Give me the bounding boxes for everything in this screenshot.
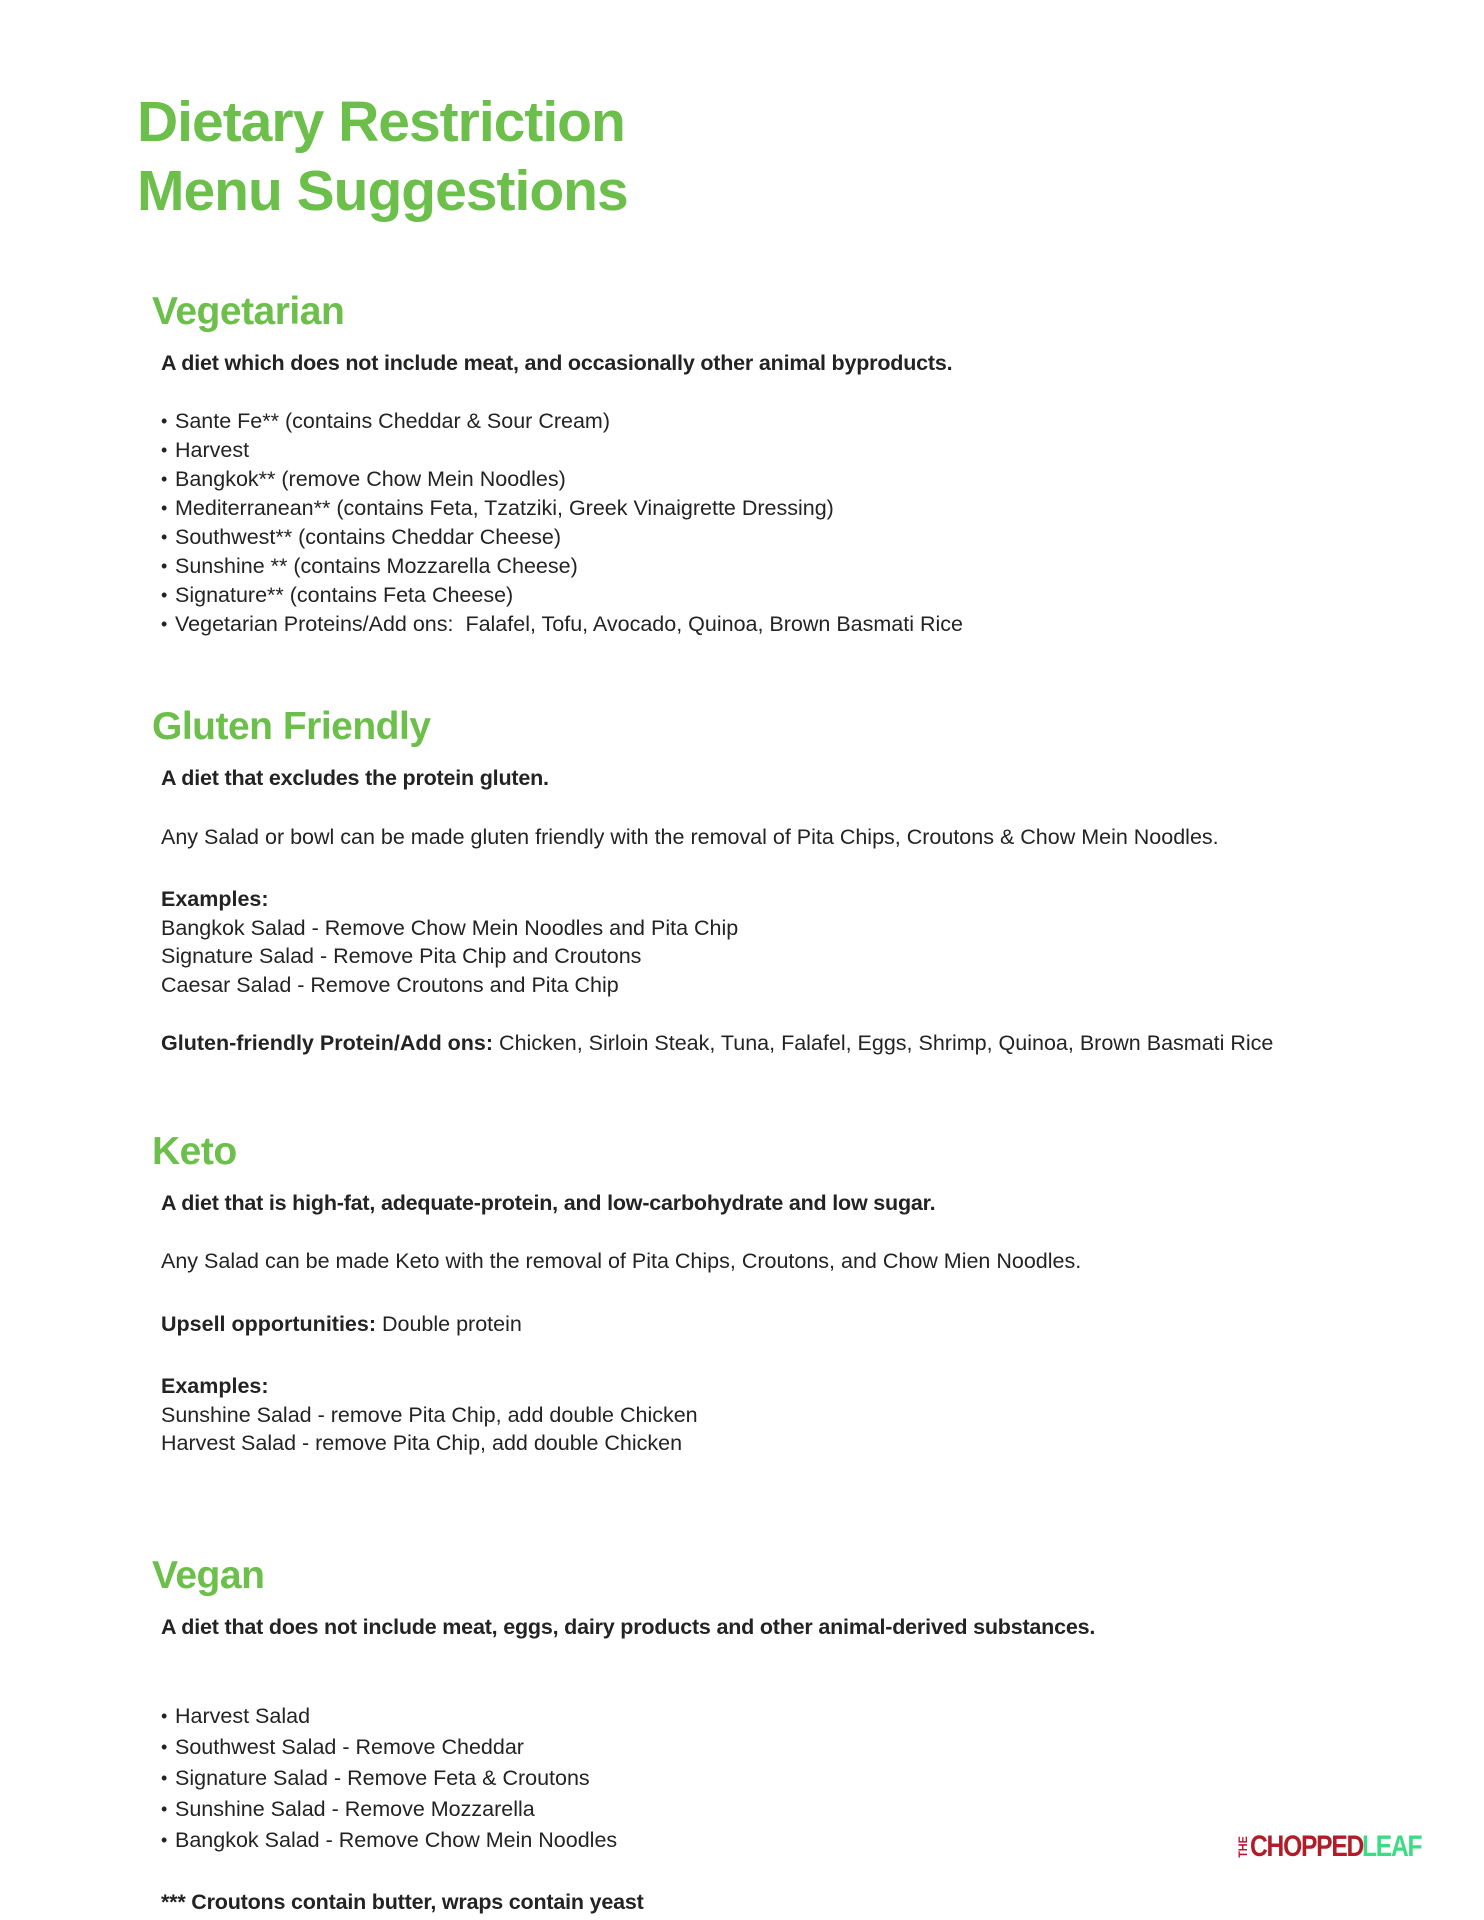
keto-heading: Keto (152, 1129, 237, 1173)
page-title-line1: Dietary Restriction (137, 90, 625, 154)
document-content (137, 88, 1404, 1917)
keto-paragraph: Any Salad can be made Keto with the removal of Pita Chips, Croutons, and Chow Mien Noodles. (161, 1249, 1082, 1274)
list-item: • Harvest Salad (161, 1701, 1404, 1732)
list-item: • Bangkok** (remove Chow Mein Noodles) (161, 465, 1404, 494)
logo-the-text: THE (1236, 1836, 1250, 1858)
list-item: • Mediterranean** (contains Feta, Tzatziki, Greek Vinaigrette Dressing) (161, 494, 1404, 523)
list-item: • Signature Salad - Remove Feta & Croutons (161, 1763, 1404, 1794)
croutons-footnote: *** Croutons contain butter, wraps contain yeast (161, 1890, 644, 1915)
list-item: • Sunshine ** (contains Mozzarella Cheese) (161, 552, 1404, 581)
example-line: Sunshine Salad - remove Pita Chip, add double Chicken (161, 1402, 698, 1427)
example-line: Signature Salad - Remove Pita Chip and Croutons (161, 944, 642, 969)
list-item: • Sunshine Salad - Remove Mozzarella (161, 1794, 1404, 1825)
gluten-friendly-paragraph: Any Salad or bowl can be made gluten friendly with the removal of Pita Chips, Croutons & Chow Mein Noodles. (161, 824, 1219, 849)
gluten-friendly-heading: Gluten Friendly (152, 705, 431, 749)
list-item: • Harvest (161, 436, 1404, 465)
example-line: Caesar Salad - Remove Croutons and Pita Chip (161, 972, 619, 997)
vegetarian-body (152, 349, 1404, 640)
section-vegetarian (152, 290, 1404, 640)
gluten-friendly-addons (161, 1029, 1404, 1058)
logo-leaf-text: LEAF (1361, 1830, 1422, 1863)
gluten-friendly-intro: A diet that excludes the protein gluten. (161, 766, 549, 791)
upsell-text: Double protein (376, 1311, 522, 1336)
section-spacer (152, 1488, 1404, 1554)
keto-intro: A diet that is high-fat, adequate-protein, and low-carbohydrate and low sugar. (161, 1190, 936, 1215)
vegetarian-intro: A diet which does not include meat, and occasionally other animal byproducts. (161, 350, 953, 375)
page-title-line2: Menu Suggestions (137, 158, 628, 223)
vegan-list (161, 1701, 1404, 1856)
list-item: • Signature** (contains Feta Cheese) (161, 581, 1404, 610)
chopped-leaf-logo (1237, 1829, 1434, 1865)
gluten-friendly-body (152, 764, 1404, 1058)
vegetarian-list (161, 407, 1404, 639)
list-item: • Southwest** (contains Cheddar Cheese) (161, 523, 1404, 552)
section-vegan (152, 1554, 1404, 1917)
vegan-intro: A diet that does not include meat, eggs, dairy products and other animal-derived substances. (161, 1614, 1096, 1639)
upsell-label: Upsell opportunities: (161, 1311, 376, 1336)
vegan-body (152, 1613, 1404, 1917)
list-item: • Sante Fe** (contains Cheddar & Sour Cream) (161, 407, 1404, 436)
keto-body (152, 1189, 1404, 1458)
vegetarian-heading: Vegetarian (152, 289, 345, 333)
vegan-heading: Vegan (152, 1553, 265, 1597)
spacer (161, 1671, 1404, 1701)
examples-label: Examples: (161, 1374, 269, 1399)
keto-upsell (161, 1310, 1404, 1339)
list-item: • Southwest Salad - Remove Cheddar (161, 1732, 1404, 1763)
logo-chopped-text: CHOPPED (1250, 1830, 1364, 1863)
addons-text: Chicken, Sirloin Steak, Tuna, Falafel, Eggs, Shrimp, Quinoa, Brown Basmati Rice (493, 1031, 1274, 1056)
section-gluten-friendly (152, 705, 1404, 1058)
list-item: • Bangkok Salad - Remove Chow Mein Noodles (161, 1825, 1404, 1856)
section-spacer (152, 639, 1404, 705)
example-line: Bangkok Salad - Remove Chow Mein Noodles and Pita Chip (161, 915, 739, 940)
example-line: Harvest Salad - remove Pita Chip, add double Chicken (161, 1431, 683, 1456)
keto-examples (161, 1372, 1404, 1458)
page-title (137, 88, 1404, 226)
list-item: • Vegetarian Proteins/Add ons: Falafel, Tofu, Avocado, Quinoa, Brown Basmati Rice (161, 610, 1404, 639)
section-spacer (152, 1058, 1404, 1130)
addons-label: Gluten-friendly Protein/Add ons: (161, 1031, 494, 1056)
examples-label: Examples: (161, 887, 269, 912)
section-keto (152, 1130, 1404, 1458)
gluten-friendly-examples (161, 885, 1404, 999)
